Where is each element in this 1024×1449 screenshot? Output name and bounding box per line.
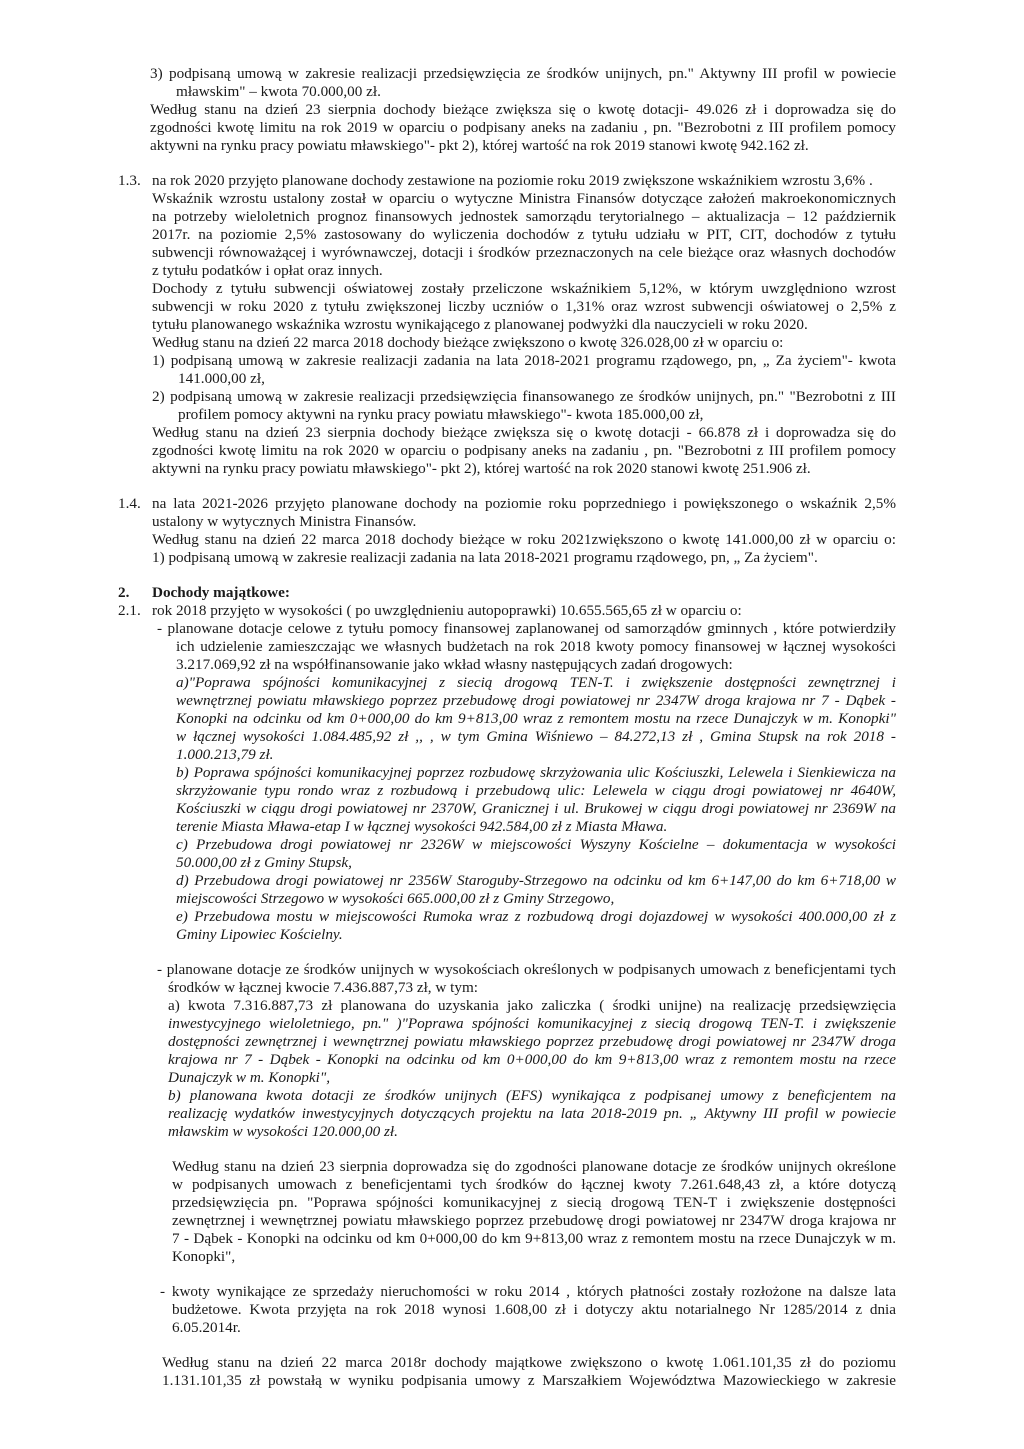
text-line: Dochody z tytułu subwencji oświatowej zostały przeliczone wskaźnikiem 5,12%, w którym uwzględniono wzrost	[152, 280, 896, 297]
text-line: budżetowe. Kwota przyjęta na rok 2018 wynosi 1.608,00 zł i dotyczy aktu notarialnego Nr 1285/2014 z dnia	[172, 1301, 896, 1318]
text-line: ustalony w wytycznych Ministra Finansów.	[152, 513, 417, 530]
text-line: 50.000,00 zł z Gminy Stupsk,	[176, 854, 352, 871]
text-line: Kościuszki w ciągu drogi powiatowej nr 2370W, Granicznej i ul. Brukowej w ciągu drogi powiatowej nr 2369W na	[176, 800, 896, 817]
text-line: w łącznej wysokości 1.084.485,92 zł ,, , w tym Gmina Wiśniewo – 84.272,13 zł , Gmina Stupsk na rok 2018 -	[176, 728, 896, 745]
text-line: Według stanu na dzień 23 sierpnia dochody bieżące zwiększa się o kwotę dotacji - 66.878 zł i doprowadza się do	[152, 424, 896, 441]
text-line: 3) podpisaną umową w zakresie realizacji przedsięwzięcia ze środków unijnych, pn." Aktywny III profil w powiecie	[150, 65, 896, 82]
text-line: aktywni na rynku pracy powiatu mławskiego"- pkt 2), której wartość na rok 2020 stanowi kwotę 251.906 zł.	[152, 460, 811, 477]
list-item: - planowane dotacje ze środków unijnych w wysokościach określonych w podpisanych umowach z beneficjentami tych	[157, 961, 896, 978]
list-item: - planowane dotacje celowe z tytułu pomocy finansowej zaplanowanej od samorządów gminnych , które potwierdziły	[157, 620, 896, 637]
text-line: na lata 2021-2026 przyjęto planowane dochody na poziomie roku poprzedniego i powiększonego o wskaźnik 2,5%	[152, 495, 896, 512]
list-item: b) planowana kwota dotacji ze środków unijnych (EFS) wynikająca z podpisanej umowy z beneficjentem na	[168, 1087, 896, 1104]
list-item: c) Przebudowa drogi powiatowej nr 2326W w miejscowości Wyszyny Kościelne – dokumentacja w wysokości	[176, 836, 896, 853]
list-item: 2) podpisaną umową w zakresie realizacji przedsięwzięcia finansowanego ze środków unijnych, pn." "Bezrobotni z III	[152, 388, 896, 405]
text-line: 2017r. na poziomie 2,5% zastosowany do wyliczenia dochodów z tytułu udziału w PIT, CIT, dochodów z tytułu	[152, 226, 896, 243]
text-line: Według stanu na dzień 22 marca 2018 dochody bieżące zwiększono o kwotę 326.028,00 zł w oparciu o:	[152, 334, 784, 351]
section-number: 2.	[118, 584, 130, 601]
text-line: skrzyżowanie typu rondo wraz z rozbudową i przebudową ulic: Lelewela w ciągu drogi powiatowej nr 4640W,	[176, 782, 896, 799]
text-line: 3.217.069,92 zł na współfinansowanie jako wkład własny następujących zadań drogowych:	[176, 656, 733, 673]
text-line: 6.05.2014r.	[172, 1319, 241, 1336]
section-number: 2.1.	[118, 602, 141, 619]
text-line: zgodności kwotę limitu na rok 2019 w oparciu o podpisany aneks na zadaniu , pn. "Bezrobotni z III profilem pomocy	[150, 119, 896, 136]
text-line: rok 2018 przyjęto w wysokości ( po uwzględnieniu autopoprawki) 10.655.565,65 zł w oparciu o:	[152, 602, 742, 619]
text-line: w podpisanych umowach z beneficjentami tych środków do łącznej kwoty 7.261.648,43 zł, a które dotyczą	[172, 1176, 896, 1193]
text-line: subwencji w roku 2020 z tytułu zwiększonej liczby uczniów o 1,31% oraz wzrost subwencji oświatowej o 2,5% z	[152, 298, 896, 315]
text-line: Dunajczyk w m. Konopki",	[168, 1069, 331, 1086]
text-line: 1.000.213,79 zł.	[176, 746, 274, 763]
text-line: Według stanu na dzień 23 sierpnia doprowadza się do zgodności planowane dotacje ze środków unijnych określone	[172, 1158, 896, 1175]
text-line: miejscowości Strzegowo w wysokości 665.000,00 zł z Gminy Strzegowo,	[176, 890, 615, 907]
text-line: zewnętrznej i wewnętrznej powiatu mławskiego poprzez przebudowę drogi powiatowej nr 2347W droga krajowa nr	[172, 1212, 896, 1229]
text-line: z tytułu podatków i opłat oraz innych.	[152, 262, 383, 279]
text-line: tytułu planowanego wskaźnika wzrostu wynikającego z planowanej podwyżki dla nauczycieli w roku 2020.	[152, 316, 808, 333]
section-number: 1.4.	[118, 495, 141, 512]
list-item: a) kwota 7.316.887,73 zł planowana do uzyskania jako zaliczka ( środki unijne) na realizację przedsięwzięcia	[168, 997, 896, 1014]
list-item: d) Przebudowa drogi powiatowej nr 2356W Staroguby-Strzegowo na odcinku od km 6+147,00 do km 6+718,00 w	[176, 872, 896, 889]
text-line: krajowa nr 7 - Dąbek - Konopki na odcinku od km 0+000,00 do km 9+813,00 wraz z remontem mostu na rzece	[168, 1051, 896, 1068]
text-line: ich udzielenie zamieszczając we własnych budżetach na rok 2018 kwoty pomocy finansowej w łącznej wysokości	[176, 638, 896, 655]
text-line: profilem pomocy aktywni na rynku pracy powiatu mławskiego"- kwota 185.000,00 zł,	[178, 406, 704, 423]
text-line: zgodności kwotę limitu na rok 2020 w oparciu o podpisany aneks na zadaniu , pn. "Bezrobotni z III profilem pomocy	[152, 442, 896, 459]
list-item: e) Przebudowa mostu w miejscowości Rumoka wraz z rozbudową drogi dojazdowej w wysokości 400.000,00 zł z	[176, 908, 896, 925]
text-line: dostępności zewnętrznej i wewnętrznej powiatu mławskiego poprzez przebudowę drogi powiatowej nr 2347W droga	[168, 1033, 896, 1050]
text-line: 7 - Dąbek - Konopki na odcinku od km 0+000,00 do km 9+813,00 wraz z remontem mostu na rzece Dunajczyk w m.	[172, 1230, 896, 1247]
section-heading: Dochody majątkowe:	[152, 584, 290, 601]
text-line: na rok 2020 przyjęto planowane dochody zestawione na poziomie roku 2019 zwiększone wskaźnikiem wzrostu 3,6% .	[152, 172, 873, 189]
text-line: wewnętrznej powiatu mławskiego poprzez przebudowę drogi powiatowej nr 2347W droga krajowa nr 7 - Dąbek -	[176, 692, 896, 709]
text-line: aktywni na rynku pracy powiatu mławskiego"- pkt 2), której wartość na rok 2019 stanowi kwotę 942.162 zł.	[150, 137, 809, 154]
text-line: inwestycyjnego wieloletniego, pn." )"Poprawa spójności komunikacyjnej z siecią drogową TEN-T. i zwiększenie	[168, 1015, 896, 1032]
text-line: mławskim w wysokości 120.000,00 zł.	[168, 1123, 398, 1140]
text-line: Konopki",	[172, 1248, 236, 1265]
list-item: b) Poprawa spójności komunikacyjnej poprzez rozbudowę skrzyżowania ulic Kościuszki, Lelewela i Sienkiewicza na	[176, 764, 896, 781]
section-number: 1.3.	[118, 172, 141, 189]
list-item: a)"Poprawa spójności komunikacyjnej z siecią drogową TEN-T. i zwiększenie dostępności zewnętrznej i	[176, 674, 896, 691]
text-line: realizację wydatków inwestycyjnych dotyczących projektu na lata 2018-2019 pn. „ Aktywny III profil w powiecie	[168, 1105, 896, 1122]
text-line: Wskaźnik wzrostu ustalony został w oparciu o wytyczne Ministra Finansów dotyczące założeń makroekonomicznych	[152, 190, 896, 207]
text-line: 141.000,00 zł,	[178, 370, 265, 387]
list-item: 1) podpisaną umową w zakresie realizacji zadania na lata 2018-2021 programu rządowego, pn, „ Za życiem".	[152, 549, 818, 566]
text-line: Gminy Lipowiec Kościelny.	[176, 926, 343, 943]
text-line: 1.131.101,35 zł powstałą w wyniku podpisania umowy z Marszałkiem Województwa Mazowieckiego w zakresie	[162, 1372, 896, 1389]
text-line: subwencji równoważącej i wyrównawczej, dotacji i środków przeznaczonych na cele bieżące oraz własnych dochodów	[152, 244, 896, 261]
text-line: mławskim" – kwota 70.000,00 zł.	[176, 83, 381, 100]
list-item: 1) podpisaną umową w zakresie realizacji zadania na lata 2018-2021 programu rządowego, pn, „ Za życiem"- kwota	[152, 352, 896, 369]
text-line: Konopki na odcinku od km 0+000,00 do km 9+813,00 wraz z remontem mostu na rzece Dunajczyk w m. Konopki"	[176, 710, 896, 727]
text-line: przedsięwzięcia pn. "Poprawa spójności komunikacyjnej z siecią drogową TEN-T i zwiększenie dostępności	[172, 1194, 896, 1211]
text-line: Według stanu na dzień 22 marca 2018 dochody bieżące w roku 2021zwiększono o kwotę 141.000,00 zł w oparciu o:	[152, 531, 896, 548]
text-line: Według stanu na dzień 23 sierpnia dochody bieżące zwiększa się o kwotę dotacji- 49.026 zł i doprowadza się do	[150, 101, 896, 118]
text-line: środków w łącznej kwocie 7.436.887,73 zł, w tym:	[168, 979, 479, 996]
text-line: terenie Miasta Mława-etap I w łącznej wysokości 942.584,00 zł z Miasta Mława.	[176, 818, 668, 835]
text-line: Według stanu na dzień 22 marca 2018r dochody majątkowe zwiększono o kwotę 1.061.101,35 zł do poziomu	[162, 1354, 896, 1371]
list-item: - kwoty wynikające ze sprzedaży nieruchomości w roku 2014 , których płatności zostały rozłożone na dalsze lata	[160, 1283, 896, 1300]
text-line: na potrzeby wieloletnich prognoz finansowych jednostek samorządu terytorialnego – aktualizacja – 12 październik	[152, 208, 896, 225]
